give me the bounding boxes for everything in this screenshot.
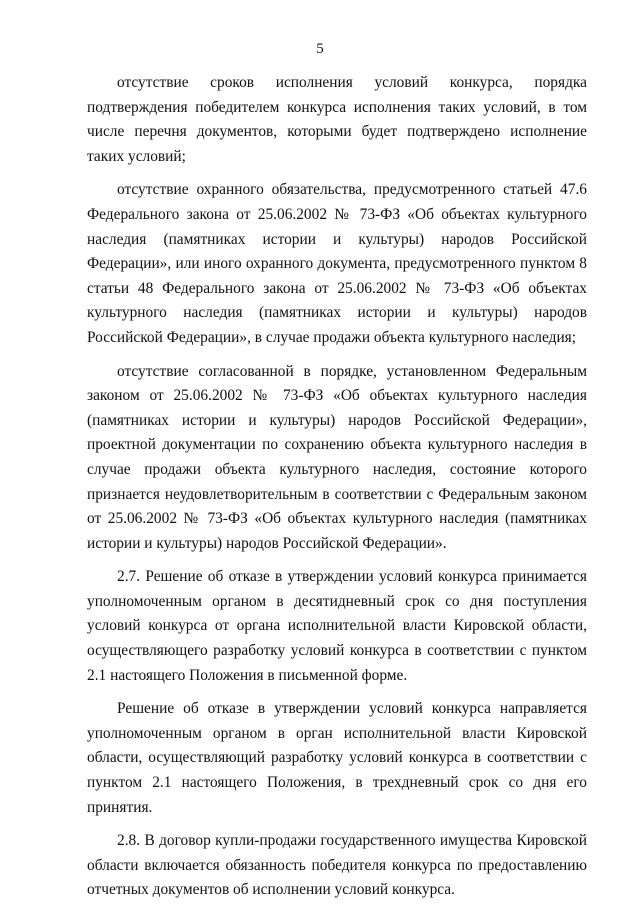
paragraph-refusal-notification: Решение об отказе в утверждении условий конкурса направляется уполномоченным органом в орган исполнительной власти Кировской области, осуществляющий разработку условий конкурса в соответствии с пунктом 2.1 настоящего Положения, в трехдневный срок со дня его принятия. <box>87 700 587 816</box>
page-number: 5 <box>316 41 324 57</box>
paragraph-section-2-7: 2.7. Решение об отказе в утверждении условий конкурса принимается уполномоченным органом в десятидневный срок со дня поступления условий конкурса от органа исполнительной власти Кировской области, осуществляющего разработку условий конкурса в соответствии с пунктом 2.1 настоящего Положения в письменной форме. <box>87 568 587 684</box>
paragraph-no-project-documentation: отсутствие согласованной в порядке, установленном Федеральным законом от 25.06.2002 № 73-ФЗ «Об объектах культурного наследия (памятниках истории и культуры) народов Российской Федерации», проектной документации по сохранению объекта культурного наследия в случае продажи объекта культурного наследия, состояние которого признается неудовлетворительным в соответствии с Федеральным законом от 25.06.2002 № 73-ФЗ «Об объектах культурного наследия (памятниках истории и культуры) народов Российской Федерации». <box>87 362 587 552</box>
paragraph-section-2-8: 2.8. В договор купли-продажи государственного имущества Кировской области включается обязанность победителя конкурса по предоставлению отчетных документов об исполнении условий конкурса. <box>87 832 587 899</box>
paragraph-no-deadlines: отсутствие сроков исполнения условий конкурса, порядка подтверждения победителем конкурса исполнения таких условий, в том числе перечня документов, которыми будет подтверждено исполнение таких условий; <box>87 74 587 165</box>
paragraph-no-protection-obligation: отсутствие охранного обязательства, предусмотренного статьей 47.6 Федерального закона от 25.06.2002 № 73-ФЗ «Об объектах культурного наследия (памятниках истории и культуры) народов Российской Федерации», или иного охранного документа, предусмотренного пунктом 8 статьи 48 Федерального закона от 25.06.2002 № 73-ФЗ «Об объектах культурного наследия (памятниках истории и культуры) народов Российской Федерации», в случае продажи объекта культурного наследия; <box>87 181 587 346</box>
document-body <box>87 71 587 903</box>
